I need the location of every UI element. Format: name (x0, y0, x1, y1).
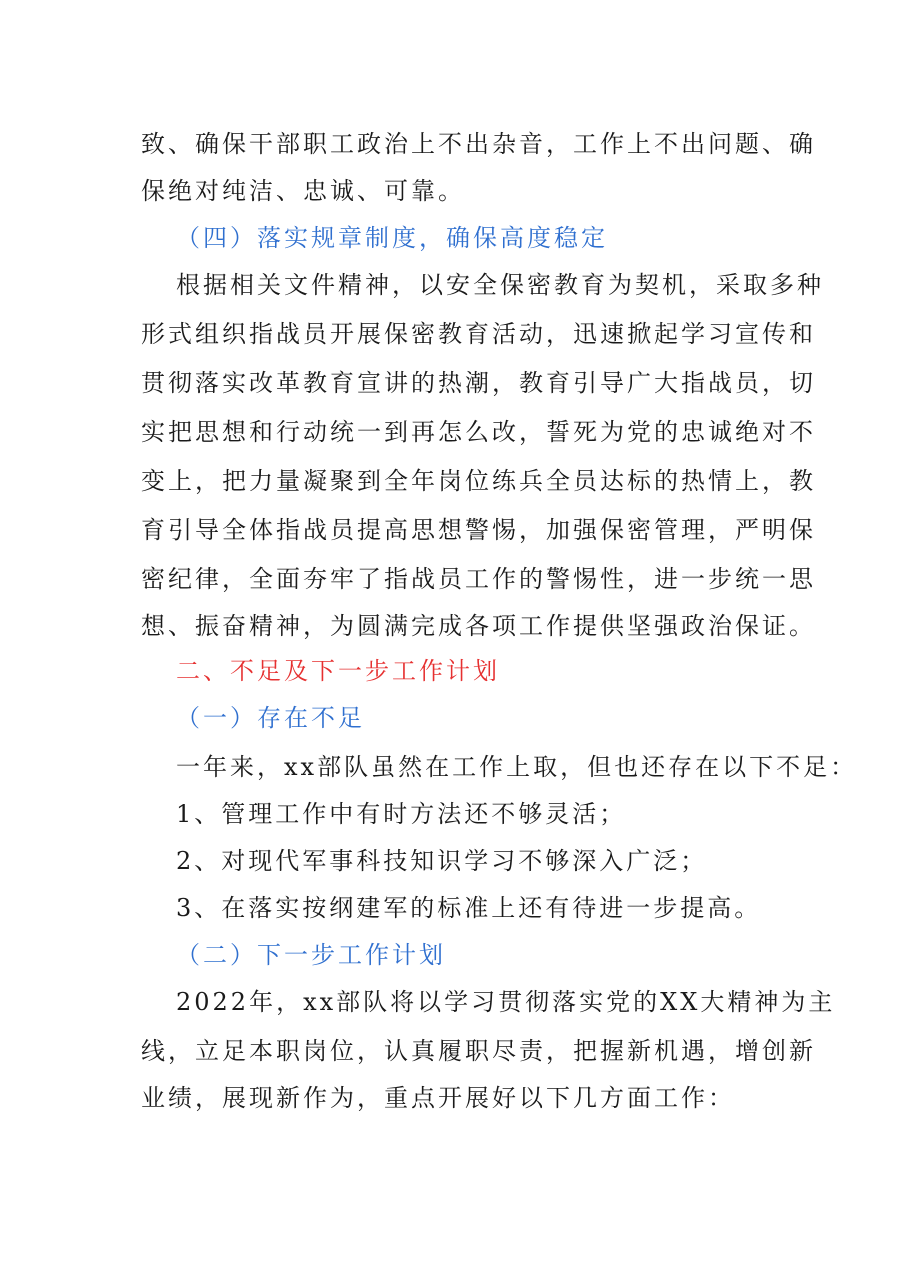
list-item: 2、对现代军事科技知识学习不够深入广泛； (176, 847, 708, 875)
body-line: 2022年，xx部队将以学习贯彻落实党的XX大精神为主 (176, 988, 836, 1016)
list-item: 1、管理工作中有时方法还不够灵活； (176, 800, 627, 828)
section-heading-2: （二）下一步工作计划 (176, 941, 446, 969)
body-line: 业绩，展现新作为，重点开展好以下几方面工作： (141, 1084, 735, 1112)
body-line: 密纪律，全面夯牢了指战员工作的警惕性，进一步统一思 (141, 565, 816, 593)
body-line: 变上，把力量凝聚到全年岗位练兵全员达标的热情上，教 (141, 467, 816, 495)
section-heading-4: （四）落实规章制度，确保高度稳定 (176, 224, 608, 252)
body-line: 实把思想和行动统一到再怎么改，誓死为党的忠诚绝对不 (141, 418, 816, 446)
section-heading-1: （一）存在不足 (176, 704, 365, 732)
body-line: 根据相关文件精神，以安全保密教育为契机，采取多种 (176, 271, 824, 299)
chapter-heading-2: 二、不足及下一步工作计划 (176, 657, 500, 685)
body-line: 育引导全体指战员提高思想警惕，加强保密管理，严明保 (141, 516, 816, 544)
body-line: 一年来，xx部队虽然在工作上取，但也还存在以下不足： (176, 753, 858, 781)
body-line: 保绝对纯洁、忠诚、可靠。 (141, 177, 465, 205)
body-line: 线，立足本职岗位，认真履职尽责，把握新机遇，增创新 (141, 1037, 816, 1065)
body-line: 贯彻落实改革教育宣讲的热潮，教育引导广大指战员，切 (141, 369, 816, 397)
body-line: 形式组织指战员开展保密教育活动，迅速掀起学习宣传和 (141, 320, 816, 348)
list-item: 3、在落实按纲建军的标准上还有待进一步提高。 (176, 894, 762, 922)
body-line: 致、确保干部职工政治上不出杂音，工作上不出问题、确 (141, 130, 816, 158)
body-line: 想、振奋精神，为圆满完成各项工作提供坚强政治保证。 (141, 612, 816, 640)
